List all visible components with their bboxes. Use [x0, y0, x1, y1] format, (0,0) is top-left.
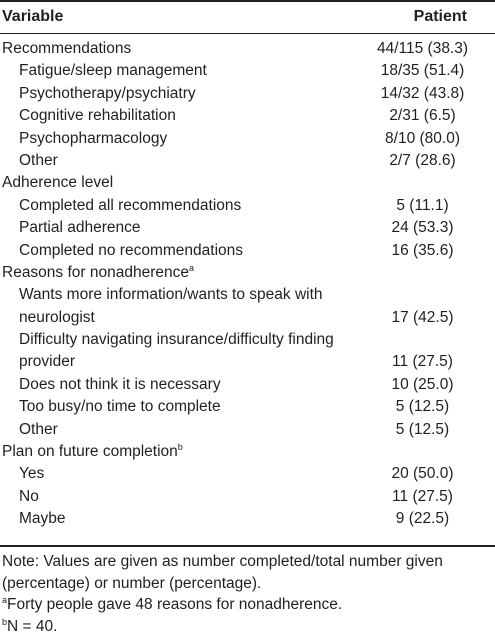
row-value: 9 (22.5): [360, 508, 485, 530]
row-label-text: Fatigue/sleep management: [19, 62, 207, 79]
table-row: [0, 262, 495, 284]
table-row: [0, 83, 495, 105]
row-label-text: Completed all recommendations: [19, 197, 241, 214]
table-row: [0, 128, 495, 150]
row-label: [19, 329, 334, 351]
variable-column-header: Variable: [2, 8, 63, 26]
row-label: [19, 150, 58, 172]
table-row: [0, 351, 495, 373]
table-row: [0, 307, 495, 329]
table-row: [0, 374, 495, 396]
table-row: [0, 419, 495, 441]
row-label: [19, 128, 167, 150]
table-row: [0, 195, 495, 217]
note-a: [2, 594, 492, 616]
row-label: [19, 60, 207, 82]
row-label: [19, 374, 221, 396]
bottom-rule: [0, 545, 495, 547]
row-label: [2, 38, 131, 60]
note-b: [2, 616, 492, 637]
footnote-marker: a: [189, 263, 194, 273]
table-row: [0, 463, 495, 485]
note-a-text: Forty people gave 48 reasons for nonadherence.: [7, 596, 342, 613]
row-label-text: Difficulty navigating insurance/difficulty finding: [19, 331, 334, 348]
row-label: [19, 463, 44, 485]
row-label: [19, 105, 176, 127]
row-label-text: Psychotherapy/psychiatry: [19, 85, 196, 102]
row-label: [2, 262, 194, 284]
row-value: 5 (12.5): [360, 396, 485, 418]
row-label: [19, 419, 58, 441]
row-label-text: Other: [19, 421, 58, 438]
table-notes: [2, 551, 492, 637]
table-row: [0, 329, 495, 351]
row-label-text: Reasons for nonadherence: [2, 264, 189, 281]
note-main: Note: Values are given as number completed/total number given (percentage) or number (percentage).: [2, 551, 492, 594]
footnote-marker-a: a: [2, 595, 7, 605]
row-value: 8/10 (80.0): [360, 128, 485, 150]
table-row: [0, 38, 495, 60]
table-row: [0, 105, 495, 127]
row-value: 11 (27.5): [360, 351, 485, 373]
row-label: [19, 83, 196, 105]
row-value: 5 (11.1): [360, 195, 485, 217]
row-value: 11 (27.5): [360, 486, 485, 508]
row-label: [19, 351, 75, 373]
table-row: [0, 486, 495, 508]
row-label: [19, 508, 66, 530]
row-label: [19, 240, 243, 262]
row-value: 24 (53.3): [360, 217, 485, 239]
table-row: [0, 217, 495, 239]
row-label-text: Recommendations: [2, 40, 131, 57]
footnote-marker: b: [178, 442, 183, 452]
table-row: [0, 150, 495, 172]
row-value: 44/115 (38.3): [360, 38, 485, 60]
table-row: [0, 240, 495, 262]
row-label-text: Adherence level: [2, 174, 113, 191]
row-label: [19, 284, 323, 306]
table-row: [0, 284, 495, 306]
row-value: 18/35 (51.4): [360, 60, 485, 82]
note-b-text: N = 40.: [7, 618, 57, 635]
row-label-text: Other: [19, 152, 58, 169]
table-header: [0, 6, 495, 30]
row-label: [19, 217, 141, 239]
row-label: [19, 307, 95, 329]
patient-column-header: Patient: [414, 8, 467, 26]
row-label-text: Does not think it is necessary: [19, 376, 221, 393]
row-value: 2/31 (6.5): [360, 105, 485, 127]
row-label-text: Wants more information/wants to speak with: [19, 286, 323, 303]
row-value: 20 (50.0): [360, 463, 485, 485]
row-label: [19, 195, 241, 217]
row-label-text: Completed no recommendations: [19, 242, 243, 259]
row-value: 5 (12.5): [360, 419, 485, 441]
table-row: [0, 172, 495, 194]
row-label: [19, 396, 221, 418]
top-rule: [0, 0, 495, 2]
row-label: [19, 486, 39, 508]
header-rule: [0, 33, 495, 34]
table-row: [0, 60, 495, 82]
table-body: [0, 38, 495, 531]
row-label: [2, 441, 183, 463]
row-label-text: Partial adherence: [19, 219, 141, 236]
row-value: 14/32 (43.8): [360, 83, 485, 105]
row-label-text: Too busy/no time to complete: [19, 398, 221, 415]
row-label-text: No: [19, 488, 39, 505]
row-label-text: provider: [19, 353, 75, 370]
table-row: [0, 396, 495, 418]
row-label-text: Yes: [19, 465, 44, 482]
row-value: 10 (25.0): [360, 374, 485, 396]
row-label-text: Cognitive rehabilitation: [19, 107, 176, 124]
row-label: [2, 172, 113, 194]
row-label-text: Maybe: [19, 510, 66, 527]
row-value: 2/7 (28.6): [360, 150, 485, 172]
table-row: [0, 508, 495, 530]
row-label-text: Plan on future completion: [2, 443, 178, 460]
row-label-text: neurologist: [19, 309, 95, 326]
table-row: [0, 441, 495, 463]
row-value: 17 (42.5): [360, 307, 485, 329]
row-label-text: Psychopharmacology: [19, 130, 167, 147]
row-value: 16 (35.6): [360, 240, 485, 262]
footnote-marker-b: b: [2, 616, 7, 626]
